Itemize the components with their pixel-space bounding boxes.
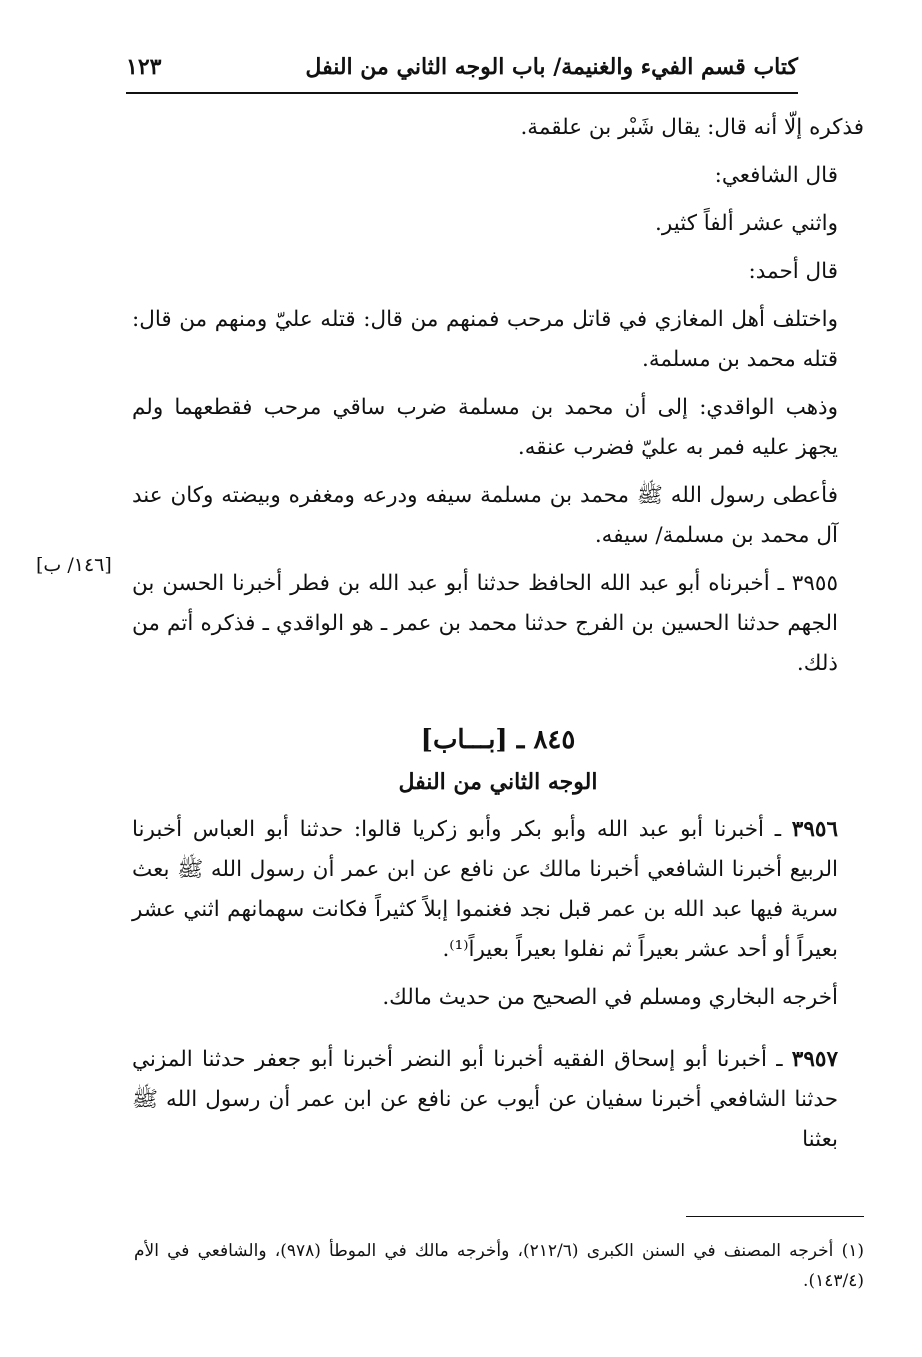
- hadith-3955: ٣٩٥٥ ـ أخبرناه أبو عبد الله الحافظ حدثنا أبو عبد الله بن فطر أخبرنا الحسن بن الجهم حدثنا الحسين بن الفرج حدثنا محمد بن عمر ـ هو الواقدي ـ فذكره أتم من ذلك.: [132, 571, 838, 676]
- footnote-rule: [686, 1216, 864, 1217]
- paragraph: قال أحمد:: [748, 259, 838, 284]
- hadith-text: ـ أخبرنا أبو إسحاق الفقيه أخبرنا أبو النضر أخبرنا أبو جعفر حدثنا المزني حدثنا الشافعي أخبرنا سفيان عن أيوب عن نافع عن ابن عمر أن رسول الله ﷺ بعثنا: [132, 1047, 838, 1152]
- hadith-3956: [132, 810, 864, 970]
- paragraph: واختلف أهل المغازي في قاتل مرحب فمنهم من قال: قتله عليّ ومنهم من قال: قتله محمد بن مسلمة.: [132, 307, 838, 372]
- header-rule: [126, 92, 798, 94]
- paragraph: واثني عشر ألفاً كثير.: [655, 211, 838, 236]
- paragraph: قال الشافعي:: [714, 163, 838, 188]
- hadith-3957: [132, 1040, 864, 1160]
- main-text: [132, 108, 864, 1168]
- paragraph: وذهب الواقدي: إلى أن محمد بن مسلمة ضرب ساقي مرحب فقطعهما ولم يجهز عليه فمر به عليّ فضرب عنقه.: [132, 395, 838, 460]
- header-title: كتاب قسم الفيء والغنيمة/ باب الوجه الثاني من النفل: [305, 54, 798, 80]
- chapter-title: الوجه الثاني من النفل: [398, 769, 598, 795]
- manuscript-folio-ref: [١٤٦/ ب]: [36, 554, 112, 576]
- hadith-number: ٣٩٥٧: [791, 1047, 838, 1072]
- hadith-text: ـ أخبرنا أبو عبد الله وأبو بكر وأبو زكريا قالوا: حدثنا أبو العباس أخبرنا الربيع أخبرنا الشافعي أخبرنا مالك عن نافع عن ابن عمر أن رسول الله ﷺ بعث سرية فيها عبد الله بن عمر قبل نجد فغنموا إبلاً كثيراً فكانت سهمانهم اثني عشر بعيراً أو أحد عشر بعيراً ثم نفلوا بعيراً بعيراً⁽¹⁾.: [132, 817, 838, 962]
- footnote: (١) أخرجه المصنف في السنن الكبرى (٢١٢/٦)، وأخرجه مالك في الموطأ (٩٧٨)، والشافعي في الأم (١٤٣/٤).: [134, 1241, 864, 1291]
- page-number: ١٢٣: [126, 54, 162, 80]
- hadith-number: ٣٩٥٦: [791, 817, 838, 842]
- chapter-number: ٨٤٥ ـ [بـــاب]: [420, 725, 576, 755]
- paragraph: فأعطى رسول الله ﷺ محمد بن مسلمة سيفه ودرعه ومغفره وبيضته وكان عند آل محمد بن مسلمة/ سيفه.: [132, 483, 838, 548]
- paragraph: فذكره إلّا أنه قال: يقال شَبْر بن علقمة.: [520, 115, 864, 140]
- running-header: [126, 44, 798, 90]
- takhrij-note: أخرجه البخاري ومسلم في الصحيح من حديث مالك.: [382, 985, 838, 1010]
